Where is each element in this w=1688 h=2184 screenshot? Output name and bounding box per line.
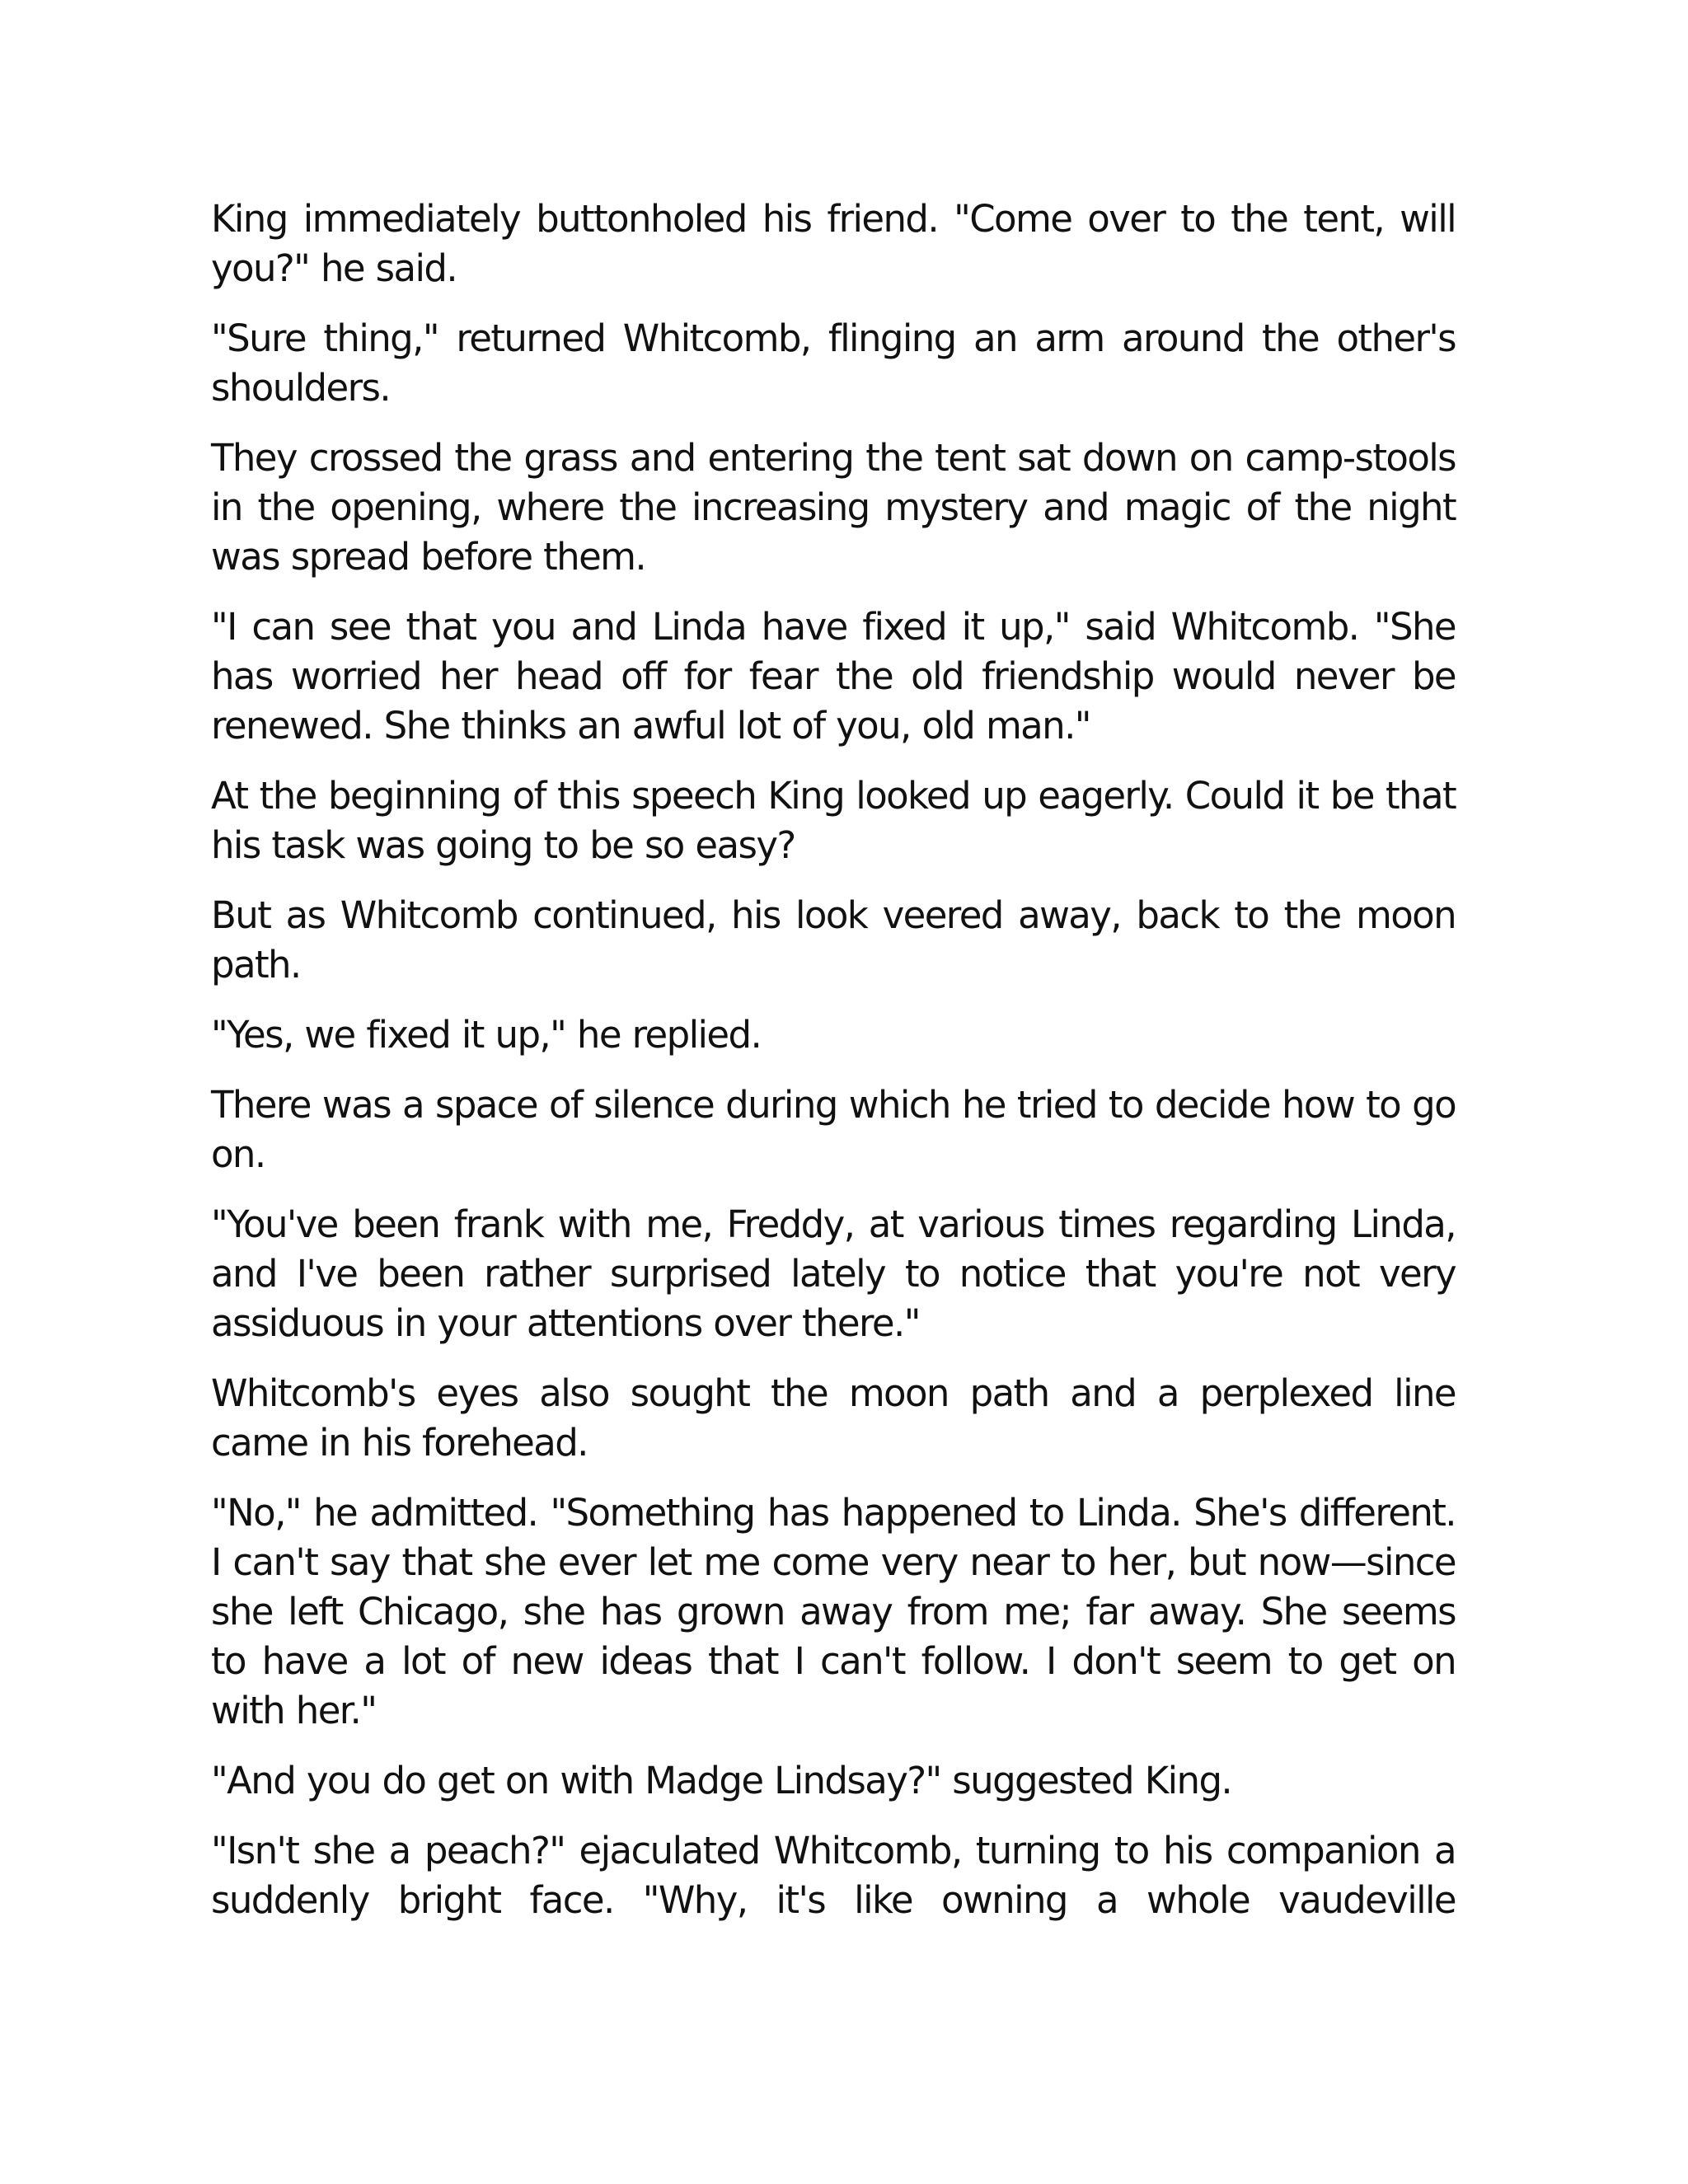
paragraph-7: "Yes, we fixed it up," he replied.: [211, 1013, 762, 1057]
paragraph-3: They crossed the grass and entering the tent sat down on camp-stools in the opening, where the increasing mystery and magic of the night was spread before them.: [211, 436, 1456, 579]
paragraph-2: "Sure thing," returned Whitcomb, flinging an arm around the other's shoulders.: [211, 316, 1456, 410]
paragraph-11: "No," he admitted. "Something has happened to Linda. She's different. I can't say that she ever let me come very near to her, but now—since she left Chicago, she has grown away from me; far away. She seems to have a lot of new ideas that I can't follow. I don't seem to get on with her.": [211, 1491, 1456, 1732]
paragraph-4: "I can see that you and Linda have fixed it up," said Whitcomb. "She has worried her head off for fear the old friendship would never be renewed. She thinks an awful lot of you, old man.": [211, 605, 1456, 748]
paragraph-6: But as Whitcomb continued, his look veered away, back to the moon path.: [211, 893, 1456, 987]
paragraph-1: King immediately buttonholed his friend. "Come over to the tent, will you?" he said.: [211, 197, 1456, 290]
paragraph-12: "And you do get on with Madge Lindsay?" suggested King.: [211, 1759, 1232, 1802]
paragraph-10: Whitcomb's eyes also sought the moon path and a perplexed line came in his forehead.: [211, 1371, 1456, 1465]
paragraph-5: At the beginning of this speech King looked up eagerly. Could it be that his task was going to be so easy?: [211, 774, 1456, 867]
paragraph-8: There was a space of silence during which he tried to decide how to go on.: [211, 1083, 1456, 1176]
paragraph-9: "You've been frank with me, Freddy, at various times regarding Linda, and I've been rather surprised lately to notice that you're not very assiduous in your attentions over there.": [211, 1202, 1456, 1345]
page-text: [211, 194, 1456, 1946]
paragraph-13: "Isn't she a peach?" ejaculated Whitcomb, turning to his companion a suddenly bright face. "Why, it's like owning a whole vaudeville: [211, 1829, 1456, 1922]
